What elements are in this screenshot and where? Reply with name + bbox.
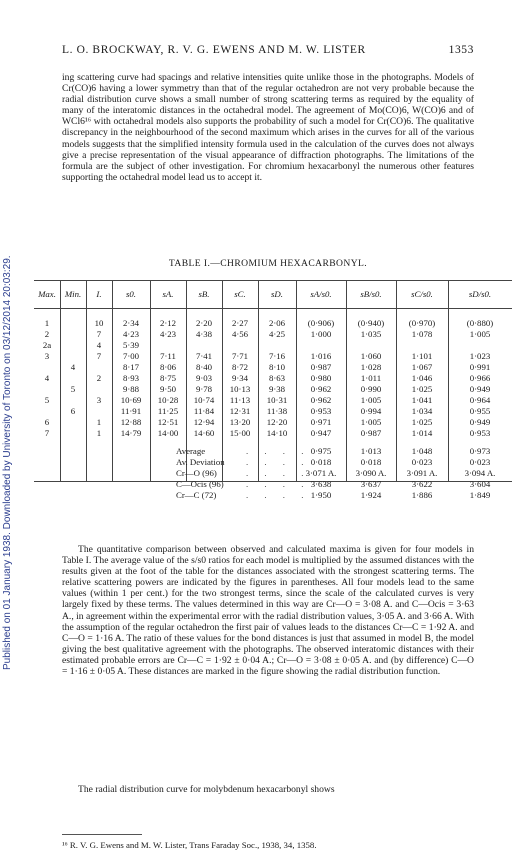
table-row	[34, 340, 512, 351]
table-cell: 5	[70, 384, 76, 394]
table-cell: 8·10	[268, 362, 286, 372]
table-header-cell: I.	[96, 289, 102, 299]
table-cell: 4·25	[268, 329, 286, 339]
table-header-cell: sC/s0.	[411, 289, 433, 299]
summary-value: 0·023	[411, 457, 433, 467]
table-cell: 2	[96, 373, 102, 383]
table-cell: 4·38	[195, 329, 213, 339]
table-cell: 1·005	[469, 329, 491, 339]
table-cell: 9·38	[268, 384, 286, 394]
table-row	[34, 384, 512, 395]
table-summary-row	[34, 457, 512, 468]
table-cell: 12·31	[229, 406, 251, 416]
table-cell: 12·20	[266, 417, 288, 427]
table-cell: 1·101	[411, 351, 433, 361]
table-cell: 9·34	[231, 373, 249, 383]
table-cell: 2	[44, 329, 50, 339]
table-cell: 4	[44, 373, 50, 383]
table-cell: 1·000	[310, 329, 332, 339]
summary-value: 0·975	[310, 446, 332, 456]
table-cell: 12·94	[193, 417, 215, 427]
table-header-cell: s0.	[125, 289, 137, 299]
table-header-cell: sA.	[162, 289, 174, 299]
table-cell: 0·987	[360, 428, 382, 438]
summary-label: Cr—O (96)	[176, 468, 217, 478]
table-cell: 1·025	[411, 384, 433, 394]
table-header-cell: sB.	[198, 289, 210, 299]
table-cell: 7·00	[122, 351, 140, 361]
summary-value: 1·849	[469, 490, 491, 500]
body-paragraph-1: ing scattering curve had spacings and relative intensities quite unlike those in the photographs. Models of Cr(CO)6 having a lower symmetry than that of the regular octahedron are not very probable because the radial distribution curve shows a small number of strong scattering terms as required by the equality of many of the interatomic distances in the octahedral model. The agreement of Mo(CO)6, W(CO)6 and of WCl6¹⁶ with octahedral models also supports the probability of such a model for Cr(CO)6. The qualitative discrepancy in the neighbourhood of the second maximum which arises in the curves for all of the various models suggests that the simplified intensity formula used in the calculation of the curves does not always give a precise representation of the visual appearance of diffraction photographs. The limitations of the formula are the subject of other investigation. For chromium hexacarbonyl the numerous other features supporting the octahedral model lead us to accept it.	[62, 72, 474, 183]
table-cell: 5	[44, 395, 50, 405]
table-cell: 8·63	[268, 373, 286, 383]
summary-value: 3·604	[469, 479, 491, 489]
publication-watermark	[2, 150, 18, 670]
table-cell: 0·990	[360, 384, 382, 394]
table-summary-row	[34, 490, 512, 501]
table-title: TABLE I.—CHROMIUM HEXACARBONYL.	[168, 258, 368, 269]
table-row	[34, 351, 512, 362]
table-cell: 12·51	[157, 417, 179, 427]
table-cell: 2·06	[268, 318, 286, 328]
table-cell: 7·71	[231, 351, 249, 361]
summary-value: 3·637	[360, 479, 382, 489]
table-cell: 14·10	[266, 428, 288, 438]
table-summary-row	[34, 479, 512, 490]
table-cell: 7	[96, 351, 102, 361]
table-cell: 1·067	[411, 362, 433, 372]
table-cell: (0·880)	[466, 318, 494, 328]
table-cell: 0·949	[469, 384, 491, 394]
table-cell: 1·034	[411, 406, 433, 416]
table-cell: 0·964	[469, 395, 491, 405]
table-cell: 0·991	[469, 362, 491, 372]
table-cell: 0·966	[469, 373, 491, 383]
table-header-cell: sD/s0.	[468, 289, 492, 299]
table-row	[34, 373, 512, 384]
leader-dots: . . . .	[246, 468, 311, 478]
summary-label: Average	[176, 446, 206, 456]
table-cell: (0·906)	[307, 318, 335, 328]
table-cell: 0·953	[310, 406, 332, 416]
table-cell: 7	[44, 428, 50, 438]
table-cell: 1·014	[411, 428, 433, 438]
table-rule-header	[34, 308, 512, 309]
sidebar-text: Published on 01 January 1938. Downloaded by University of Toronto on 03/12/2014 20:03:29.	[2, 255, 13, 670]
table-cell: 9·78	[195, 384, 213, 394]
table-header-cell: Max.	[38, 289, 56, 299]
summary-value: 1·950	[310, 490, 332, 500]
summary-value: 3·094 A.	[464, 468, 496, 478]
table-cell: 1·016	[310, 351, 332, 361]
table-cell: 7·16	[268, 351, 286, 361]
table-cell: 1·028	[360, 362, 382, 372]
table-header-cell: Min.	[64, 289, 82, 299]
table-summary-row	[34, 468, 512, 479]
summary-value: 1·048	[411, 446, 433, 456]
table-cell: 9·03	[195, 373, 213, 383]
table-cell: 0·949	[469, 417, 491, 427]
table-cell: 4·23	[159, 329, 177, 339]
table-row	[34, 428, 512, 439]
table-cell: 1·060	[360, 351, 382, 361]
data-table	[34, 280, 512, 530]
footnote-rule	[62, 834, 142, 835]
summary-label: Cr—C (72)	[176, 490, 217, 500]
summary-value: 3·071 A.	[305, 468, 337, 478]
table-cell: 8·75	[159, 373, 177, 383]
summary-value: 1·924	[360, 490, 382, 500]
table-cell: 11·38	[266, 406, 288, 416]
table-cell: 11·91	[120, 406, 142, 416]
table-summary-row	[34, 446, 512, 457]
leader-dots: . . . .	[246, 457, 311, 467]
table-cell: 9·50	[159, 384, 177, 394]
table-cell: 14·60	[193, 428, 215, 438]
table-header-cell: sC.	[234, 289, 246, 299]
table-cell: 3	[96, 395, 102, 405]
table-cell: 4	[70, 362, 76, 372]
table-cell: 2·20	[195, 318, 213, 328]
running-head-authors: L. O. BROCKWAY, R. V. G. EWENS AND M. W. LISTER	[62, 44, 366, 56]
summary-value: 3·622	[411, 479, 433, 489]
table-cell: 10·13	[229, 384, 251, 394]
table-cell: 2·34	[122, 318, 140, 328]
table-row	[34, 417, 512, 428]
table-cell: 6	[44, 417, 50, 427]
table-cell: 0·947	[310, 428, 332, 438]
table-cell: 2·27	[231, 318, 249, 328]
table-cell: 1·025	[411, 417, 433, 427]
table-cell: 8·93	[122, 373, 140, 383]
table-cell: 2a	[42, 340, 52, 350]
table-row	[34, 406, 512, 417]
table-cell: 3	[44, 351, 50, 361]
table-cell: 1	[96, 417, 102, 427]
table-cell: 7·11	[160, 351, 176, 361]
footnote: ¹⁶ R. V. G. Ewens and M. W. Lister, Trans Faraday Soc., 1938, 34, 1358.	[62, 840, 317, 850]
table-row	[34, 329, 512, 340]
summary-value: 0·023	[469, 457, 491, 467]
table-cell: 5·39	[122, 340, 140, 350]
table-cell: 6	[70, 406, 76, 416]
table-cell: 0·953	[469, 428, 491, 438]
table-cell: 10·74	[193, 395, 215, 405]
table-row	[34, 395, 512, 406]
table-cell: 12·88	[120, 417, 142, 427]
table-cell: 7	[96, 329, 102, 339]
table-cell: 1·023	[469, 351, 491, 361]
leader-dots: . . . .	[246, 479, 311, 489]
table-cell: 1·035	[360, 329, 382, 339]
table-cell: 0·962	[310, 395, 332, 405]
summary-value: 0·018	[310, 457, 332, 467]
leader-dots: . . . .	[246, 490, 311, 500]
table-cell: 1·078	[411, 329, 433, 339]
table-cell: 14·79	[120, 428, 142, 438]
table-cell: 11·13	[229, 395, 251, 405]
table-cell: 4	[96, 340, 102, 350]
table-cell: 0·962	[310, 384, 332, 394]
summary-label: Av. Deviation	[176, 457, 225, 467]
table-cell: 10	[94, 318, 104, 328]
table-cell: 4·23	[122, 329, 140, 339]
table-cell: 15·00	[229, 428, 251, 438]
table-cell: 1·005	[360, 395, 382, 405]
table-cell: 11·25	[157, 406, 179, 416]
table-rule-top	[34, 280, 512, 281]
table-cell: 10·31	[266, 395, 288, 405]
body-paragraph-2: The quantitative comparison between observed and calculated maxima is given for four models in Table I. The average value of the s/s0 ratios for each model is multiplied by the assumed distances with the results given at the foot of the table for the distances associated with the strongest scattering terms. The relative scattering powers are indicated by the figures in parentheses. All four models lead to the same values (within 1 per cent.) for the two strongest terms, since the scale of the calculated curves is very largely fixed by these terms. The values determined in this way are Cr—O = 3·08 A. and C—Ocis = 3·63 A., in agreement within the experimental error with the radial distribution values, 3·05 A. and 3·66 A. With the assumption of the regular octahedron the first pair of values leads to the distances Cr—C = 1·92 A. and C—O = 1·16 A. The ratio of these values for the bond distances is just that assumed in model B, the model giving the best qualitative agreement with the photographs. The observed interatomic distances with their estimated probable errors are Cr—C = 1·92 ± 0·04 A.; Cr—O = 3·08 ± 0·05 A. and (by difference) C—O = 1·16 ± 0·05 A. These distances are marked in the figure showing the radial distribution function.	[62, 544, 474, 678]
table-cell: 8·72	[231, 362, 249, 372]
summary-value: 0·973	[469, 446, 491, 456]
table-cell: 10·28	[157, 395, 179, 405]
summary-value: 1·013	[360, 446, 382, 456]
body-paragraph-3: The radial distribution curve for molybdenum hexacarbonyl shows	[78, 784, 335, 795]
summary-label: C—Ocis (96)	[176, 479, 224, 489]
table-cell: 8·06	[159, 362, 177, 372]
table-cell: 0·994	[360, 406, 382, 416]
table-cell: 0·980	[310, 373, 332, 383]
summary-value: 1·886	[411, 490, 433, 500]
table-cell: 8·17	[122, 362, 140, 372]
table-cell: 9·88	[122, 384, 140, 394]
leader-dots: . . . .	[246, 446, 311, 456]
summary-value: 3·638	[310, 479, 332, 489]
table-header-cell: sA/s0.	[310, 289, 332, 299]
table-cell: 11·84	[193, 406, 215, 416]
table-cell: 1·046	[411, 373, 433, 383]
table-cell: 7·41	[195, 351, 213, 361]
table-cell: 2·12	[159, 318, 177, 328]
summary-value: 0·018	[360, 457, 382, 467]
table-cell: 1	[96, 428, 102, 438]
table-cell: 10·69	[120, 395, 142, 405]
running-head	[62, 44, 474, 60]
table-header-cell: sB/s0.	[360, 289, 382, 299]
summary-value: 3·090 A.	[355, 468, 387, 478]
table-cell: (0·940)	[357, 318, 385, 328]
table-cell: 14·00	[157, 428, 179, 438]
table-row	[34, 362, 512, 373]
table-cell: 0·955	[469, 406, 491, 416]
table-cell: 4·56	[231, 329, 249, 339]
table-cell: 1	[44, 318, 50, 328]
table-cell: 0·987	[310, 362, 332, 372]
summary-value: 3·091 A.	[406, 468, 438, 478]
table-cell: 0·971	[310, 417, 332, 427]
table-cell: 13·20	[229, 417, 251, 427]
table-cell: 1·005	[360, 417, 382, 427]
table-header-cell: sD.	[271, 289, 283, 299]
table-cell: 1·011	[360, 373, 382, 383]
table-cell: 8·40	[195, 362, 213, 372]
table-cell: 1·041	[411, 395, 433, 405]
table-row	[34, 318, 512, 329]
table-cell: (0·970)	[408, 318, 436, 328]
page-number: 1353	[448, 44, 474, 56]
